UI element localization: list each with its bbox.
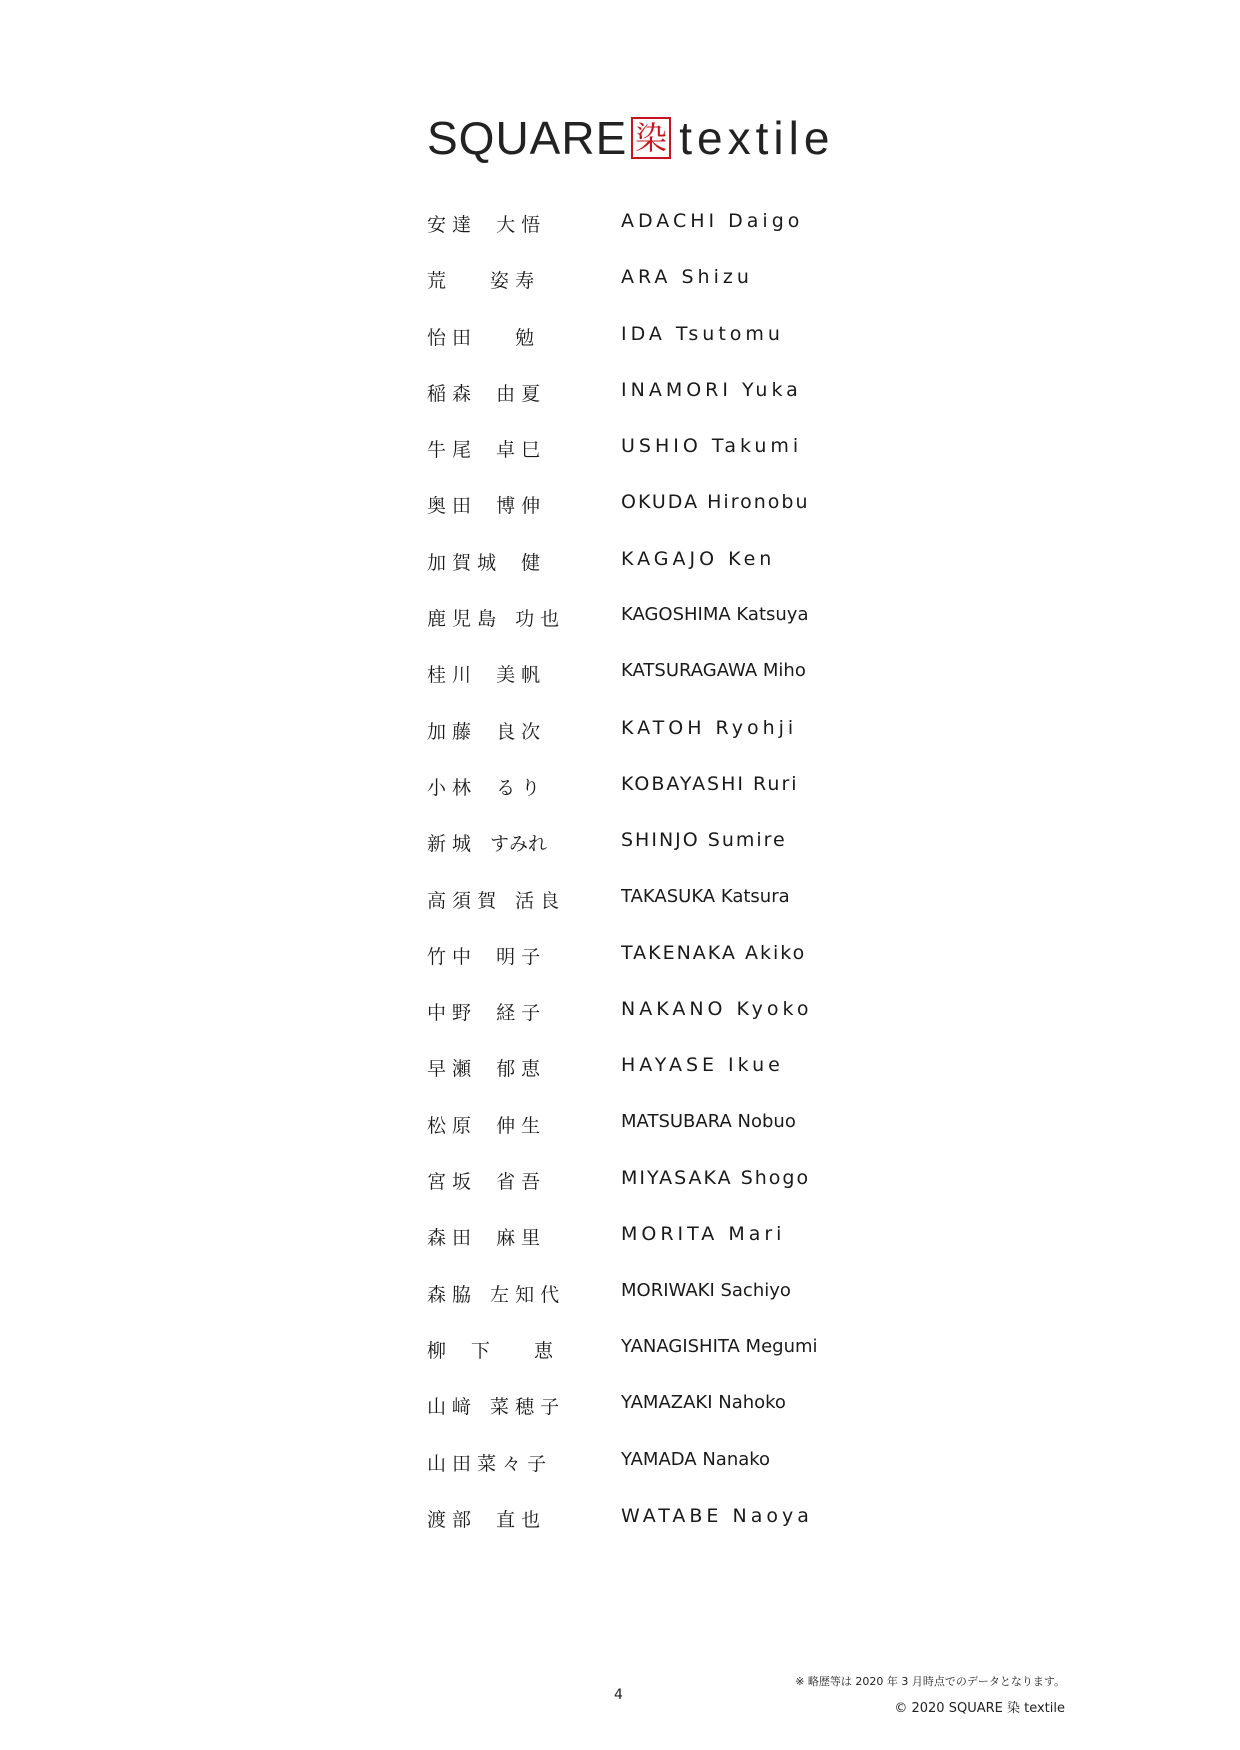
member-name-ja: 鹿 児 島 功 也 xyxy=(427,608,560,631)
member-name-en: YAMADA Nanako xyxy=(621,1448,771,1470)
member-row xyxy=(427,1328,837,1384)
member-name-en: KAGAJO Ken xyxy=(621,547,776,570)
member-name-en: OKUDA Hironobu xyxy=(621,491,810,514)
member-name-ja: 加 賀 城 健 xyxy=(427,551,541,574)
member-row xyxy=(427,990,837,1046)
member-name-ja: 森 脇 左 知 代 xyxy=(427,1283,560,1306)
brand-name-right: textile xyxy=(679,112,835,164)
member-name-ja: 牛 尾 卓 巳 xyxy=(427,439,541,462)
member-name-en: HAYASE Ikue xyxy=(621,1054,784,1077)
member-name-en: KATSURAGAWA Miho xyxy=(621,660,806,682)
member-row xyxy=(427,1215,837,1271)
member-name-ja: 桂 川 美 帆 xyxy=(427,664,541,687)
member-row xyxy=(427,652,837,708)
member-row xyxy=(427,1159,837,1215)
member-name-en: MIYASAKA Shogo xyxy=(621,1167,811,1190)
member-name-en: MORIWAKI Sachiyo xyxy=(621,1279,791,1301)
member-name-en: ARA Shizu xyxy=(621,266,753,289)
member-name-ja: 松 原 伸 生 xyxy=(427,1114,541,1137)
member-name-ja: 加 藤 良 次 xyxy=(427,720,541,743)
member-name-ja: 渡 部 直 也 xyxy=(427,1508,541,1531)
member-name-en: IDA Tsutomu xyxy=(621,322,784,345)
member-name-en: KOBAYASHI Ruri xyxy=(621,772,799,795)
page-number: 4 xyxy=(614,1687,623,1703)
member-name-en: MATSUBARA Nobuo xyxy=(621,1110,796,1132)
brand-logo xyxy=(427,112,835,164)
member-name-ja: 怡 田 勉 xyxy=(427,326,535,349)
member-row xyxy=(427,709,837,765)
member-name-ja: 荒 姿 寿 xyxy=(427,270,535,293)
member-name-ja: 山 田 菜 々 子 xyxy=(427,1452,547,1475)
member-name-ja: 奥 田 博 伸 xyxy=(427,495,541,518)
member-row xyxy=(427,1103,837,1159)
member-name-ja: 柳 下 恵 xyxy=(427,1339,554,1362)
member-row xyxy=(427,540,837,596)
member-name-en: KAGOSHIMA Katsuya xyxy=(621,604,809,626)
member-row xyxy=(427,878,837,934)
member-name-en: TAKENAKA Akiko xyxy=(621,941,807,964)
member-row xyxy=(427,821,837,877)
member-row xyxy=(427,202,837,258)
member-name-ja: 新 城 すみれ xyxy=(427,833,548,856)
member-name-ja: 早 瀬 郁 恵 xyxy=(427,1058,541,1081)
member-name-ja: 山 﨑 菜 穂 子 xyxy=(427,1396,560,1419)
member-name-en: YANAGISHITA Megumi xyxy=(621,1335,818,1357)
member-roster xyxy=(427,202,837,1553)
member-row xyxy=(427,934,837,990)
member-name-en: SHINJO Sumire xyxy=(621,829,787,852)
member-row xyxy=(427,427,837,483)
member-name-ja: 竹 中 明 子 xyxy=(427,945,541,968)
member-row xyxy=(427,765,837,821)
member-name-en: TAKASUKA Katsura xyxy=(621,885,790,907)
member-row xyxy=(427,1384,837,1440)
member-name-ja: 森 田 麻 里 xyxy=(427,1227,541,1250)
member-name-ja: 稲 森 由 夏 xyxy=(427,382,541,405)
member-name-ja: 高 須 賀 活 良 xyxy=(427,889,560,912)
brand-name-left: SQUARE xyxy=(427,112,628,164)
member-name-en: WATABE Naoya xyxy=(621,1504,813,1527)
member-name-ja: 中 野 経 子 xyxy=(427,1002,541,1025)
member-row xyxy=(427,596,837,652)
member-row xyxy=(427,1046,837,1102)
member-name-ja: 宮 坂 省 吾 xyxy=(427,1171,541,1194)
member-row xyxy=(427,1272,837,1328)
member-name-en: USHIO Takumi xyxy=(621,435,803,458)
member-row xyxy=(427,315,837,371)
member-name-en: KATOH Ryohji xyxy=(621,716,798,739)
brand-seal: 染 xyxy=(631,117,671,159)
footer-note: ※ 略歴等は 2020 年 3 月時点でのデータとなります。 xyxy=(795,1675,1065,1688)
member-row xyxy=(427,1497,837,1553)
member-row xyxy=(427,258,837,314)
member-name-ja: 安 達 大 悟 xyxy=(427,214,541,236)
member-name-en: MORITA Mari xyxy=(621,1223,786,1246)
member-row xyxy=(427,1441,837,1497)
member-row xyxy=(427,483,837,539)
member-name-en: INAMORI Yuka xyxy=(621,378,802,401)
member-row xyxy=(427,371,837,427)
member-name-en: ADACHI Daigo xyxy=(621,210,804,232)
member-name-en: YAMAZAKI Nahoko xyxy=(621,1392,786,1414)
member-name-ja: 小 林 る り xyxy=(427,776,541,799)
member-name-en: NAKANO Kyoko xyxy=(621,998,813,1021)
copyright: © 2020 SQUARE 染 textile xyxy=(894,1701,1065,1716)
